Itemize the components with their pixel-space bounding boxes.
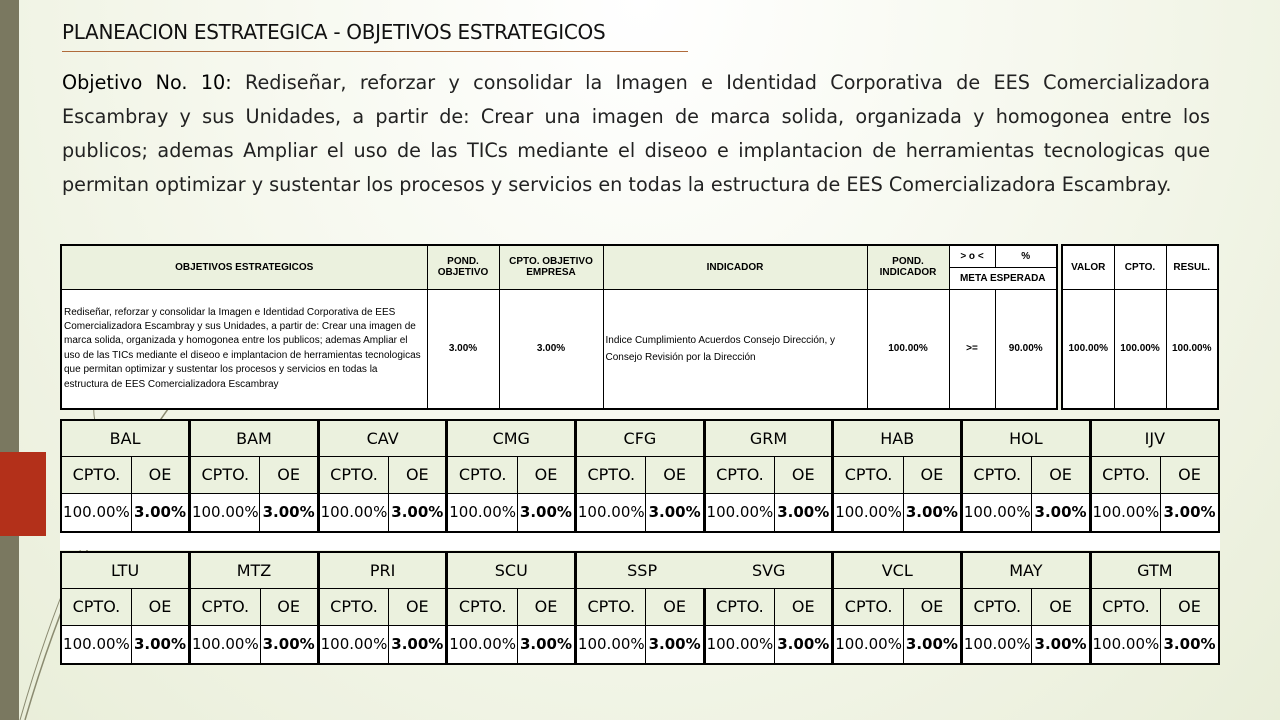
unit-name: HAB [833, 420, 962, 457]
header-pond-indicador: POND. INDICADOR [867, 245, 949, 289]
header-meta-esperada: META ESPERADA [949, 267, 1057, 289]
cpto-header: CPTO. [704, 457, 774, 493]
header-resul: RESUL. [1166, 245, 1218, 289]
cpto-header: CPTO. [447, 457, 517, 493]
oe-header: OE [389, 589, 447, 625]
value-result-table [1061, 244, 1219, 410]
header-indicador: INDICADOR [603, 245, 867, 289]
header-comparador: > o < [949, 245, 995, 267]
unit-name: CMG [447, 420, 576, 457]
objective-text: Rediseñar, reforzar y consolidar la Imagen e Identidad Corporativa de EES Comercializadora Escambray y sus Unidades, a partir de: Crear una imagen de marca solida, organizada y homogonea entre los publicos; ademas Ampliar el uso de las TICs mediante el diseoo e implantacion de herramientas tecnologicas que permitan optimizar y sustentar los procesos y servicios en todas la estructura de EES Comercializadora Escambray. [62, 71, 1210, 196]
unit-name: CAV [318, 420, 447, 457]
cpto-header: CPTO. [318, 589, 388, 625]
pond-indicador-value: 100.00% [867, 289, 949, 409]
oe-value: 3.00% [517, 493, 575, 532]
oe-value: 3.00% [903, 493, 961, 532]
oe-value: 3.00% [903, 625, 961, 664]
cpto-objetivo-value: 3.00% [499, 289, 603, 409]
header-cpto: CPTO. [1114, 245, 1166, 289]
cpto-header: CPTO. [576, 589, 646, 625]
header-valor: VALOR [1062, 245, 1114, 289]
oe-header: OE [517, 589, 575, 625]
oe-header: OE [1032, 589, 1090, 625]
unit-name: PRI [318, 552, 447, 589]
cpto-value: 100.00% [61, 493, 131, 532]
header-cpto-objetivo: CPTO. OBJETIVO EMPRESA [499, 245, 603, 289]
cpto-value: 100.00% [1090, 493, 1160, 532]
unit-name: HOL [962, 420, 1091, 457]
valor-value: 100.00% [1062, 289, 1114, 409]
unit-name: CFG [576, 420, 705, 457]
unit-name: VCL [833, 552, 962, 589]
cpto-value: 100.00% [833, 493, 903, 532]
header-pond-objetivo: POND. OBJETIVO [427, 245, 499, 289]
cpto-value: 100.00% [318, 493, 388, 532]
cpto-value: 100.00% [833, 625, 903, 664]
oe-value: 3.00% [775, 625, 833, 664]
cpto-value: 100.00% [1090, 625, 1160, 664]
oe-value: 3.00% [131, 625, 189, 664]
oe-value: 3.00% [260, 625, 318, 664]
oe-value: 3.00% [389, 625, 447, 664]
indicador-text: Indice Cumplimiento Acuerdos Consejo Dirección, y Consejo Revisión por la Dirección [603, 289, 867, 409]
unit-name: GTM [1090, 552, 1219, 589]
cpto-value: 100.00% [704, 625, 774, 664]
unit-name: LTU [61, 552, 190, 589]
unit-name: SVG [751, 561, 786, 581]
cpto-value: 100.00% [962, 625, 1032, 664]
oe-value: 3.00% [131, 493, 189, 532]
unit-name: BAL [61, 420, 190, 457]
cpto-header: CPTO. [1090, 457, 1160, 493]
cpto-value: 100.00% [61, 625, 131, 664]
cpto-value: 100.00% [447, 493, 517, 532]
oe-header: OE [646, 589, 704, 625]
unit-name: IJV [1090, 420, 1219, 457]
cpto-header: CPTO. [962, 589, 1032, 625]
cpto-value: 100.00% [318, 625, 388, 664]
objective-paragraph [62, 66, 1210, 202]
cpto-value: 100.00% [576, 625, 646, 664]
oe-header: OE [903, 589, 961, 625]
cpto-value: 100.00% [962, 493, 1032, 532]
cpto-value: 100.00% [190, 493, 260, 532]
oe-value: 3.00% [1032, 625, 1090, 664]
oe-value: 3.00% [775, 493, 833, 532]
oe-header: OE [775, 589, 833, 625]
cpto-header: CPTO. [833, 589, 903, 625]
cpto-header: CPTO. [576, 457, 646, 493]
header-percent: % [995, 245, 1057, 267]
unit-name: MAY [962, 552, 1091, 589]
cpto-header: CPTO. [447, 589, 517, 625]
oe-header: OE [903, 457, 961, 493]
cpto-value: 100.00% [1114, 289, 1166, 409]
resul-value: 100.00% [1166, 289, 1218, 409]
pond-objetivo-value: 3.00% [427, 289, 499, 409]
unit-name: BAM [190, 420, 319, 457]
oe-header: OE [775, 457, 833, 493]
oe-header: OE [260, 457, 318, 493]
units-table-1 [60, 419, 1220, 533]
meta-esperada-value: 90.00% [995, 289, 1057, 409]
cpto-header: CPTO. [61, 589, 131, 625]
oe-header: OE [131, 589, 189, 625]
table-gap [60, 533, 1220, 550]
title-underline [62, 51, 688, 52]
oe-value: 3.00% [260, 493, 318, 532]
cpto-header: CPTO. [962, 457, 1032, 493]
oe-value: 3.00% [646, 493, 704, 532]
cpto-header: CPTO. [704, 589, 774, 625]
objective-label: Objetivo No. 10: [62, 71, 232, 94]
oe-header: OE [389, 457, 447, 493]
oe-value: 3.00% [1161, 493, 1219, 532]
oe-header: OE [1161, 457, 1219, 493]
oe-value: 3.00% [1161, 625, 1219, 664]
units-table-2 [60, 551, 1220, 665]
oe-value: 3.00% [389, 493, 447, 532]
oe-header: OE [1161, 589, 1219, 625]
unit-name: SSP [627, 561, 658, 581]
cpto-value: 100.00% [447, 625, 517, 664]
unit-name: MTZ [190, 552, 319, 589]
oe-header: OE [260, 589, 318, 625]
cpto-value: 100.00% [576, 493, 646, 532]
oe-value: 3.00% [1032, 493, 1090, 532]
unit-name: SCU [447, 552, 576, 589]
cpto-header: CPTO. [318, 457, 388, 493]
oe-header: OE [131, 457, 189, 493]
oe-header: OE [517, 457, 575, 493]
oe-value: 3.00% [517, 625, 575, 664]
oe-header: OE [1032, 457, 1090, 493]
cpto-value: 100.00% [190, 625, 260, 664]
cpto-header: CPTO. [190, 457, 260, 493]
cpto-header: CPTO. [61, 457, 131, 493]
cpto-value: 100.00% [704, 493, 774, 532]
oe-value: 3.00% [646, 625, 704, 664]
strategic-objectives-table [60, 244, 1058, 410]
cpto-header: CPTO. [833, 457, 903, 493]
oe-header: OE [646, 457, 704, 493]
header-objetivos: OBJETIVOS ESTRATEGICOS [61, 245, 427, 289]
unit-name: GRM [704, 420, 833, 457]
objective-description-cell: Rediseñar, reforzar y consolidar la Imagen e Identidad Corporativa de EES Comercializadora Escambray y sus Unidades, a partir de: Crear una imagen de marca solida, organizada y homogonea entre los publicos; ademas Ampliar el uso de las TICs mediante el diseoo e implantacion de herramientas tecnologicas que permitan optimizar y sustentar los procesos y servicios en todas la estructura de EES Comercializadora Escambray [61, 289, 427, 409]
comparador-value: >= [949, 289, 995, 409]
cpto-header: CPTO. [190, 589, 260, 625]
unit-name-merged [576, 552, 833, 589]
cpto-header: CPTO. [1090, 589, 1160, 625]
page-title: PLANEACION ESTRATEGICA - OBJETIVOS ESTRATEGICOS [62, 20, 606, 44]
